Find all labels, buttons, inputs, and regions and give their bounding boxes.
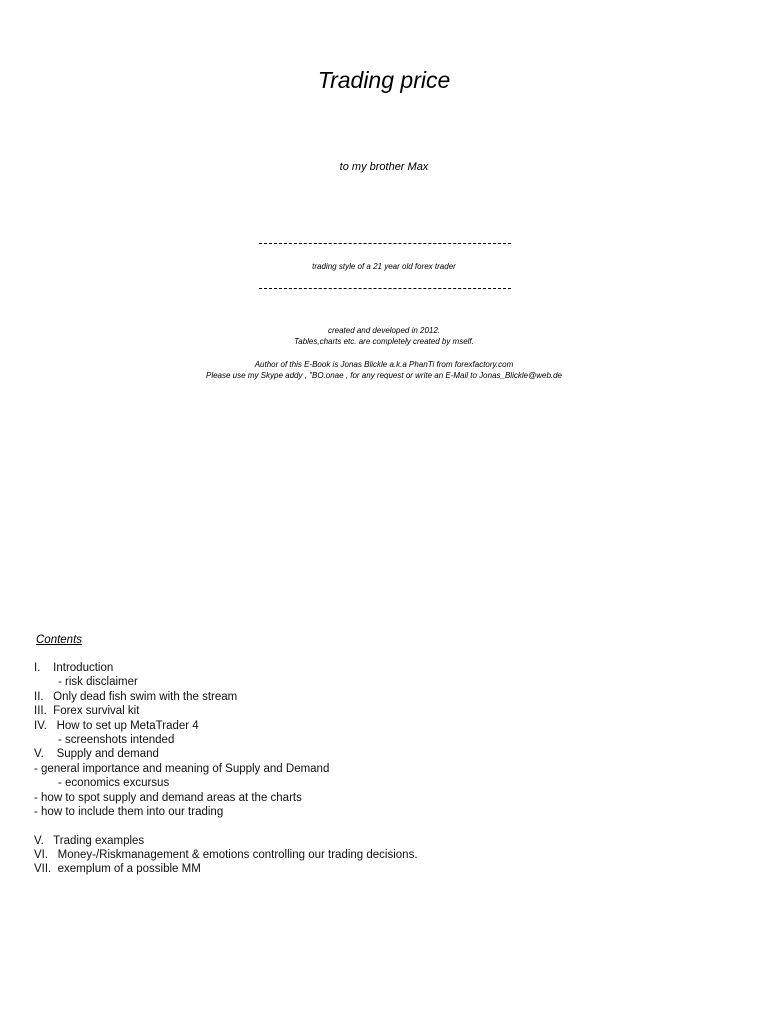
toc-item: VI. Money-/Riskmanagement & emotions controlling our trading decisions. (34, 849, 418, 862)
toc-item: V. Supply and demand (34, 748, 159, 761)
dedication: to my brother Max (339, 161, 429, 173)
toc-list (34, 661, 754, 877)
toc-item: V. Trading examples (34, 834, 145, 847)
author-line: Author of this E-Book is Jonas Blickle a.k.a PhanTi from forexfactory.com (254, 360, 514, 369)
created-line: created and developed in 2012. (327, 326, 441, 335)
toc-item: - how to spot supply and demand areas at the charts (34, 791, 302, 804)
subtitle: trading style of a 21 year old forex trader (312, 262, 456, 271)
contact-line: Please use my Skype addy , "BO.onae , for any request or write an E-Mail to Jonas_Blickle@web.de (205, 371, 563, 380)
toc-subitem: - screenshots intended (58, 733, 175, 746)
toc-item: III. Forex survival kit (34, 705, 140, 718)
divider-bottom (259, 288, 511, 289)
toc-subitem: - risk disclaimer (58, 676, 138, 689)
toc-item: - general importance and meaning of Supply and Demand (34, 762, 330, 775)
toc-item: II. Only dead fish swim with the stream (34, 690, 238, 703)
table-of-contents (34, 633, 754, 877)
toc-item: IV. How to set up MetaTrader 4 (34, 719, 199, 732)
toc-item: - how to include them into our trading (34, 805, 224, 818)
toc-subitem: - economics excursus (58, 777, 170, 790)
tables-line: Tables,charts etc. are completely created by mself. (294, 337, 474, 346)
toc-item: VII. exemplum of a possible MM (34, 863, 201, 876)
document-title: Trading price (317, 67, 451, 93)
toc-item: I. Introduction (34, 662, 114, 674)
contents-heading: Contents (36, 634, 83, 646)
divider-top (259, 243, 511, 244)
toc-spacer (34, 819, 754, 833)
